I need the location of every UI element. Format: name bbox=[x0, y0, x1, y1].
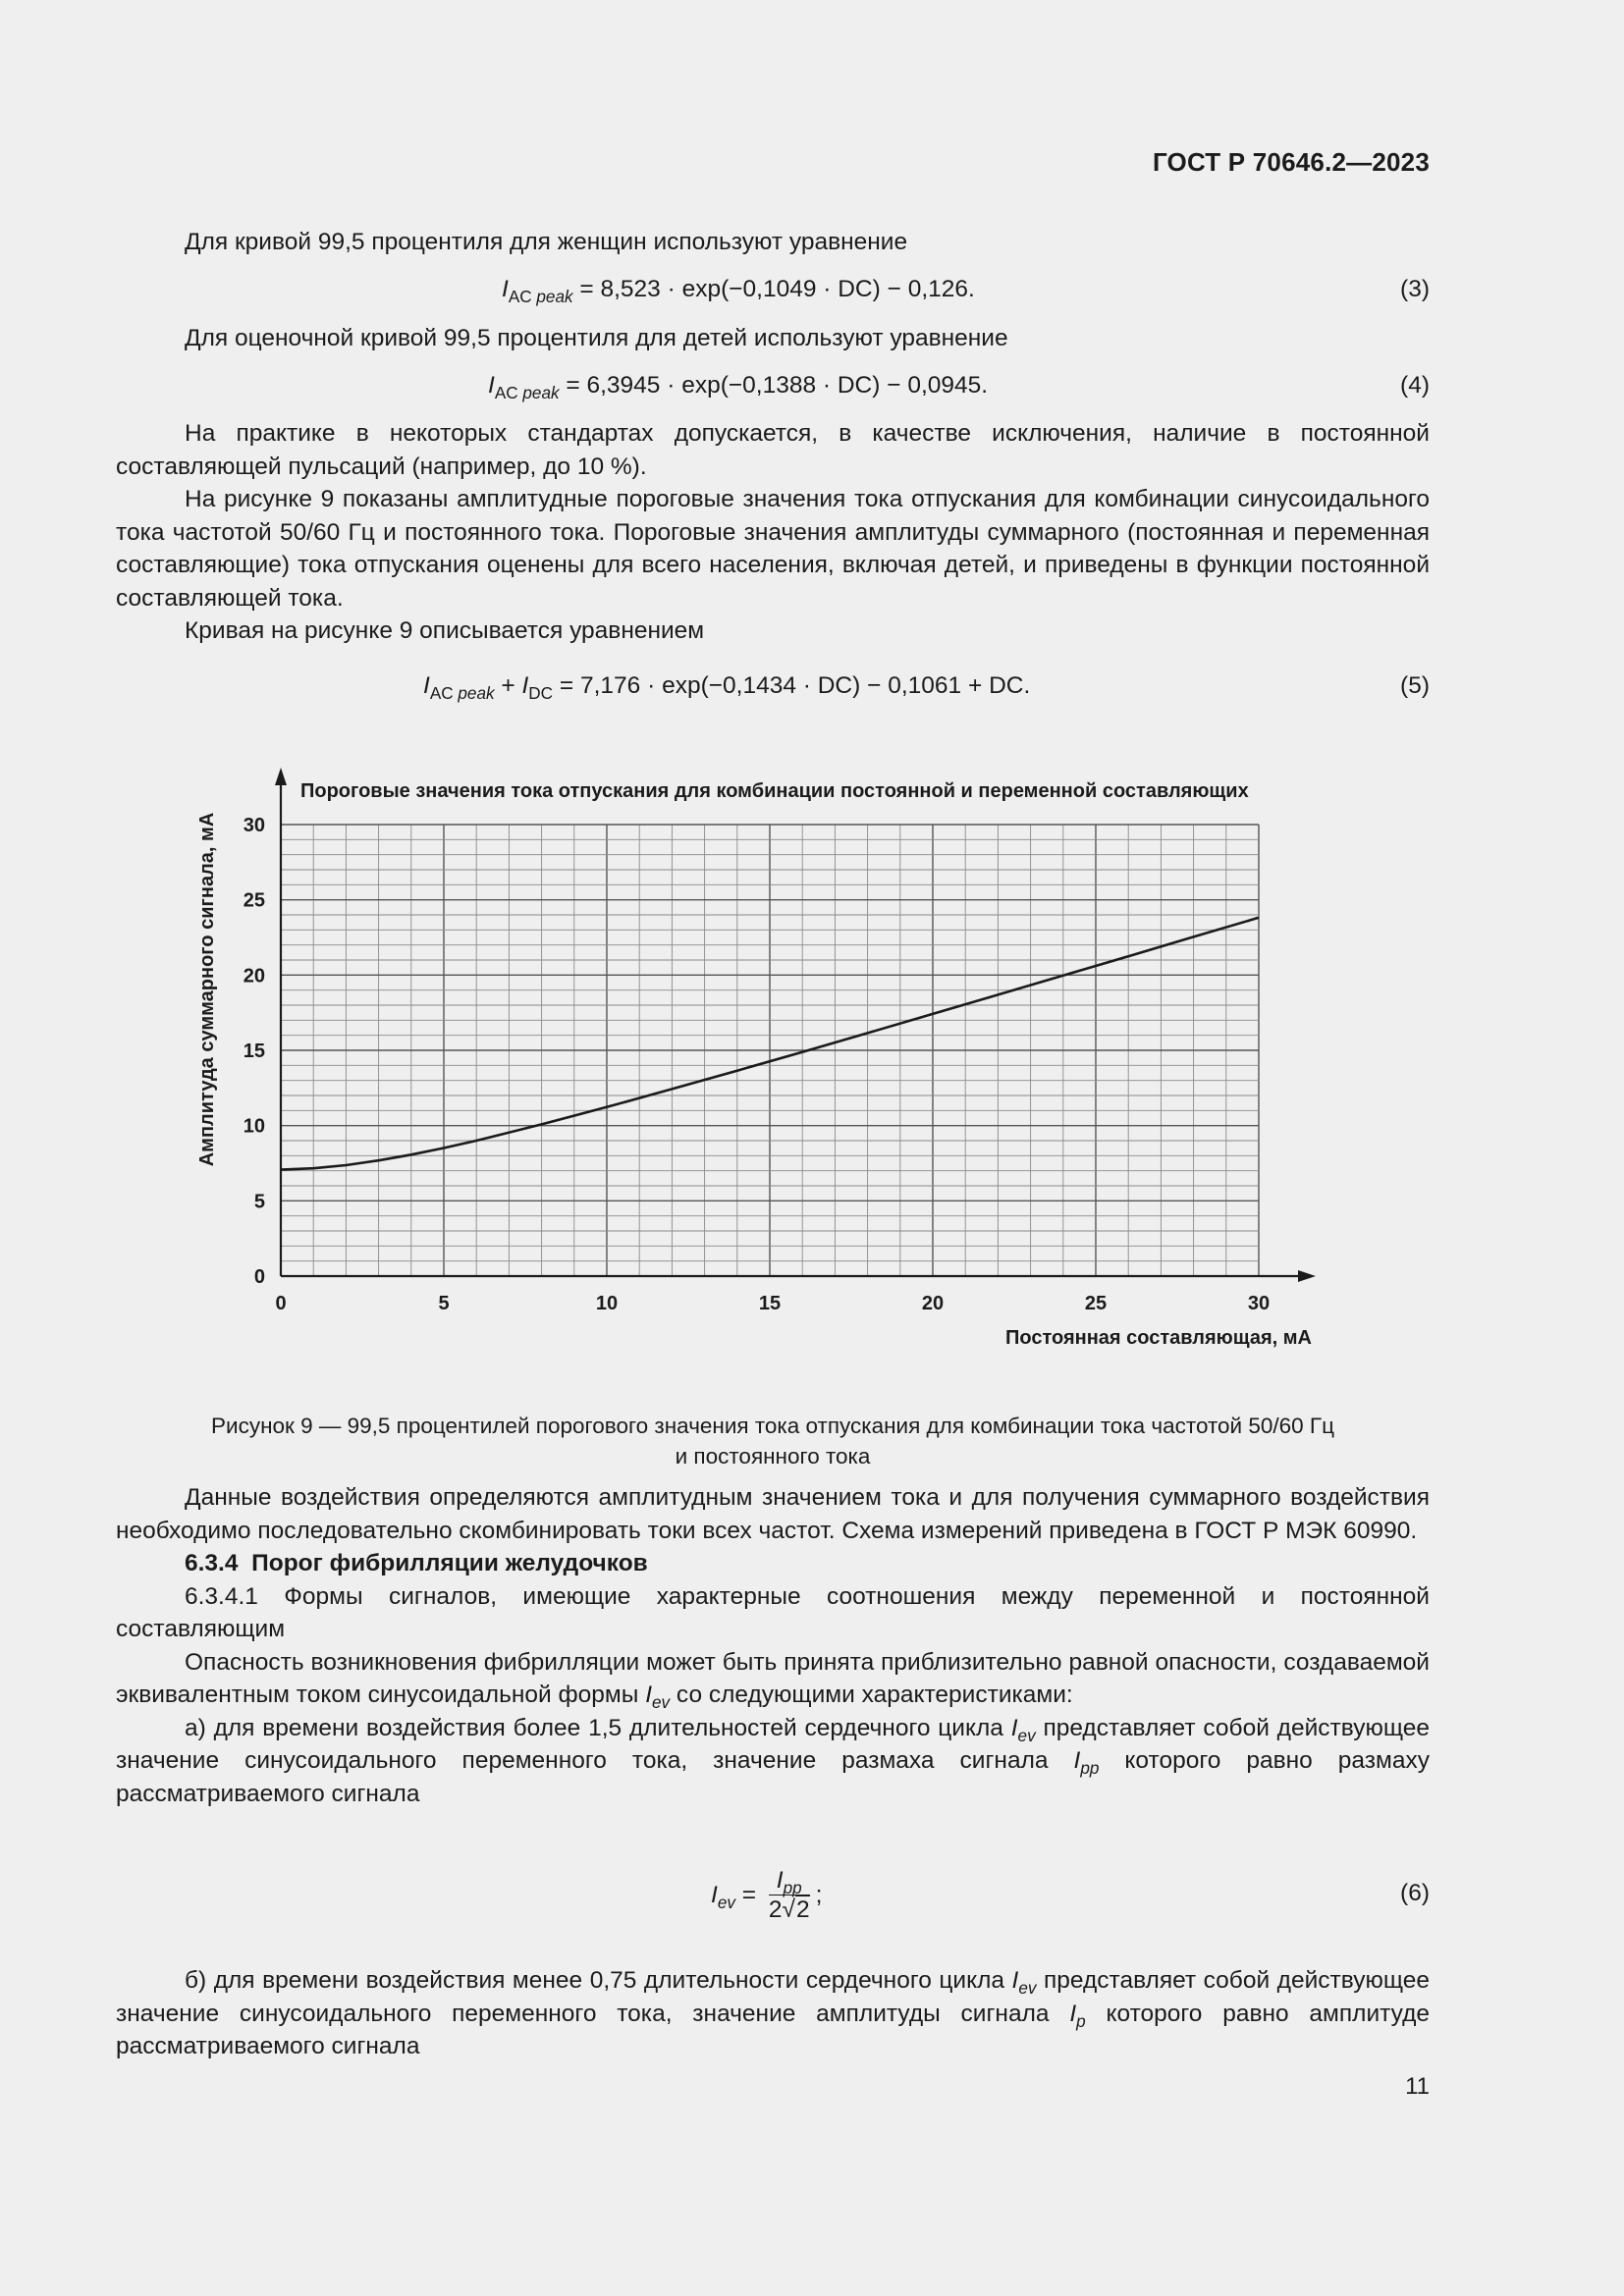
section-heading-6-3-4: 6.3.4 Порог фибрилляции желудочков bbox=[185, 1550, 648, 1576]
paragraph-fibrillation: Опасность возникновения фибрилляции может быть принята приблизительно равной опасности, создаваемой эквивалентным током синусоидальной формы $I_{ev}$ со следующими характеристиками: bbox=[116, 1648, 1430, 1712]
y-tick-label: 15 bbox=[243, 1041, 265, 1062]
chart-grid bbox=[281, 825, 1259, 1276]
y-tick-label: 25 bbox=[243, 889, 265, 912]
equation-number: (6) bbox=[1400, 1880, 1430, 1906]
figure-9-chart bbox=[177, 756, 1335, 1364]
paragraph-practice: На практике в некоторых стандартах допускается, в качестве исключения, наличие в постоянной составляющей пульсаций (например, до 10 %). На рисунке 9 показаны амплитудные пороговые значения тока отпускания для комбинации синусоидального тока частотой 50/60 Гц и постоянного тока. Пороговые значения амплитуды суммарного (постоянная и переменная составляющие) тока отпускания оценены для всего населения, включая детей, и приведены в функции постоянной составляющей тока. Кривая на рисунке 9 описывается уравнением bbox=[116, 420, 1430, 644]
paragraph-effects: Данные воздействия определяются амплитудным значением тока и для получения суммарного воздействия необходимо последовательно скомбинировать токи всех частот. Схема измерений приведена в ГОСТ Р МЭК 60990. 6.3.4 Порог фибрилляции желудочков 6.3.4.1 Формы сигналов, имеющие характерные соотношения между переменной и постоянной составляющим Опасность возникновения фибрилляции может быть принята приблизительно равной опасности, создаваемой эквивалентным током синусоидальной формы $I_{ev}$ со следующими характеристиками: а) для времени воздействия более 1,5 длительностей сердечного цикла $I_{ev}$ представляет собой действующее значение синусоидального переменного тока, значение размаха сигнала $I_{pp}$ которого равно размаху рассматриваемого сигнала bbox=[116, 1481, 1430, 1810]
document-id: ГОСТ Р 70646.2—2023 bbox=[1152, 147, 1430, 177]
page-number: 11 bbox=[1405, 2073, 1430, 2100]
x-tick-label: 10 bbox=[595, 1293, 619, 1314]
equation-5: $I_{AC peak} + I_{DC} = 7,176 \cdot \exp(-0,1434 \cdot DC) - 0,1061$ + DC. (5) bbox=[116, 669, 1430, 703]
y-axis-arrow bbox=[275, 768, 287, 785]
chart-title: Пороговые значения тока отпускания для комбинации постоянной и переменной составляющих bbox=[300, 780, 1249, 802]
equation-4: $I_{AC peak} = 6,3945 \cdot \exp(-0,1388 \cdot DC) - 0,0945$. (4) bbox=[116, 369, 1430, 402]
item-a: а) для времени воздействия более 1,5 длительностей сердечного цикла $I_{ev}$ представляет собой действующее значение синусоидального переменного тока, значение размаха сигнала $I_{pp}$ которого равно размаху рассматриваемого сигнала bbox=[116, 1714, 1430, 1807]
x-tick-label: 30 bbox=[1247, 1293, 1271, 1314]
figure-caption: Рисунок 9 — 99,5 процентилей порогового значения тока отпускания для комбинации тока частотой 50/60 Гц и постоянного тока bbox=[211, 1414, 1334, 1468]
item-b: б) для времени воздействия менее 0,75 длительности сердечного цикла $I_{ev}$ представляет собой действующее значение синусоидального переменного тока, значение амплитуды сигнала $I_p$ которого равно амплитуде рассматриваемого сигнала bbox=[116, 1967, 1431, 2059]
y-tick-label: 30 bbox=[243, 815, 265, 836]
paragraph-children-curve: Для оценочной кривой 99,5 процентиля для детей используют уравнение bbox=[185, 325, 1008, 351]
equation-number: (4) bbox=[1400, 372, 1430, 399]
equation-number: (3) bbox=[1400, 276, 1430, 302]
chart-axes bbox=[275, 768, 1316, 1282]
x-tick-label: 0 bbox=[275, 1293, 287, 1314]
equation-number: (5) bbox=[1400, 672, 1430, 699]
equation-3: $I_{AC peak} = 8,523 \cdot \exp(-0,1049 \cdot DC) - 0,126$. (3) bbox=[116, 273, 1430, 306]
x-tick-label: 15 bbox=[758, 1293, 782, 1314]
x-tick-label: 5 bbox=[438, 1293, 450, 1314]
y-tick-label: 0 bbox=[253, 1266, 265, 1288]
x-tick-label: 25 bbox=[1084, 1293, 1108, 1314]
chart-x-label: Постоянная составляющая, мА bbox=[1005, 1327, 1312, 1349]
chart-y-label: Амплитуда суммарного сигнала, мА bbox=[196, 812, 218, 1167]
equation-6: $I_{ev}$ = $\frac{I_{pp}}{2√2}$ ; (6) bbox=[711, 1867, 1430, 1923]
y-tick-label: 20 bbox=[243, 965, 265, 988]
y-tick-label: 5 bbox=[253, 1191, 265, 1213]
x-tick-label: 20 bbox=[921, 1293, 945, 1314]
y-tick-label: 10 bbox=[243, 1115, 265, 1138]
paragraph-women-curve: Для кривой 99,5 процентиля для женщин используют уравнение bbox=[185, 229, 908, 255]
x-axis-arrow bbox=[1298, 1270, 1316, 1282]
